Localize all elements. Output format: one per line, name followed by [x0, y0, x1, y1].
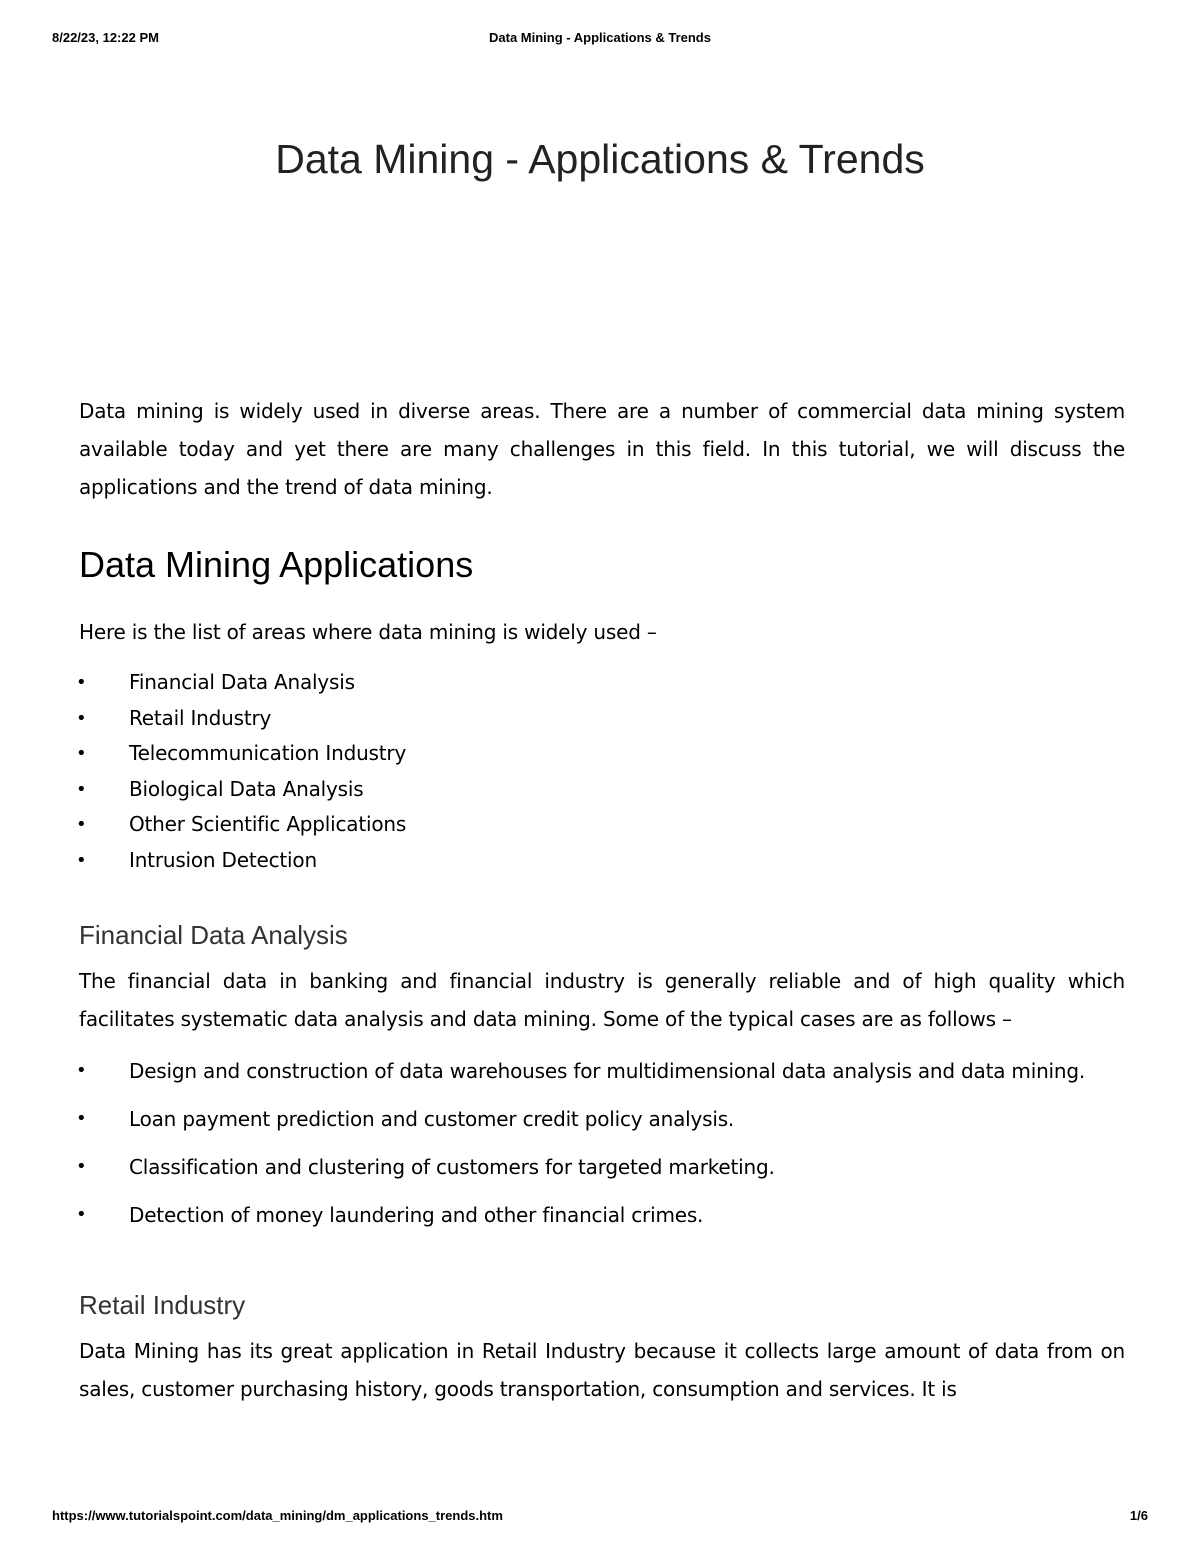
- list-item: [76, 1148, 1125, 1186]
- financial-paragraph: The financial data in banking and financial industry is generally reliable and of high quality which facilitates systematic data analysis and data mining. Some of the typical cases are as follows –: [79, 969, 1125, 1031]
- bullet-icon: •: [76, 707, 87, 729]
- retail-paragraph: Data Mining has its great application in Retail Industry because it collects large amount of data from on sales, customer purchasing history, goods transportation, consumption and services. It is: [79, 1339, 1125, 1401]
- financial-list: [76, 1052, 1125, 1234]
- print-url: https://www.tutorialspoint.com/data_mining/dm_applications_trends.htm: [52, 1508, 503, 1523]
- list-item: [76, 736, 1125, 772]
- print-title: Data Mining - Applications & Trends: [489, 30, 711, 45]
- list-item-text: Design and construction of data warehouses for multidimensional data analysis and data mining.: [129, 1059, 1086, 1083]
- page-title: Data Mining - Applications & Trends: [275, 136, 925, 182]
- bullet-icon: •: [76, 1156, 87, 1177]
- list-item-text: Loan payment prediction and customer credit policy analysis.: [129, 1107, 735, 1131]
- print-datetime: 8/22/23, 12:22 PM: [52, 30, 159, 45]
- list-item-text: Detection of money laundering and other financial crimes.: [129, 1203, 704, 1227]
- applications-heading: Data Mining Applications: [79, 544, 474, 585]
- spacer: [79, 878, 1125, 918]
- list-item: [76, 1100, 1125, 1138]
- applications-lead: Here is the list of areas where data mining is widely used –: [79, 620, 657, 644]
- applications-list: [76, 665, 1125, 878]
- list-item: [76, 701, 1125, 737]
- list-item: [76, 665, 1125, 701]
- page-number: 1/6: [1129, 1508, 1148, 1523]
- article-body: [76, 392, 1125, 1408]
- list-item-text: Biological Data Analysis: [129, 776, 364, 801]
- list-item: [76, 807, 1125, 843]
- bullet-icon: •: [76, 849, 87, 871]
- bullet-icon: •: [76, 1108, 87, 1129]
- retail-heading: Retail Industry: [79, 1290, 246, 1320]
- list-item: [76, 843, 1125, 879]
- list-item-text: Intrusion Detection: [129, 847, 317, 872]
- bullet-icon: •: [76, 778, 87, 800]
- print-footer: [52, 1508, 1148, 1528]
- list-item-text: Financial Data Analysis: [129, 670, 355, 694]
- list-item: [76, 1052, 1125, 1090]
- list-item: [76, 772, 1125, 808]
- intro-paragraph: Data mining is widely used in diverse areas. There are a number of commercial data mining system available today and yet there are many challenges in this field. In this tutorial, we will discuss the applications and the trend of data mining.: [79, 399, 1125, 499]
- list-item: [76, 1196, 1125, 1234]
- list-item-text: Retail Industry: [129, 705, 272, 730]
- list-item-text: Classification and clustering of customers for targeted marketing.: [129, 1155, 775, 1179]
- print-header: [52, 30, 1148, 50]
- spacer: [79, 1244, 1125, 1288]
- bullet-icon: •: [76, 1204, 87, 1225]
- financial-heading: Financial Data Analysis: [79, 920, 348, 950]
- bullet-icon: •: [76, 743, 87, 764]
- bullet-icon: •: [76, 672, 87, 693]
- list-item-text: Telecommunication Industry: [129, 741, 407, 765]
- bullet-icon: •: [76, 814, 87, 835]
- bullet-icon: •: [76, 1060, 87, 1081]
- list-item-text: Other Scientific Applications: [129, 812, 407, 836]
